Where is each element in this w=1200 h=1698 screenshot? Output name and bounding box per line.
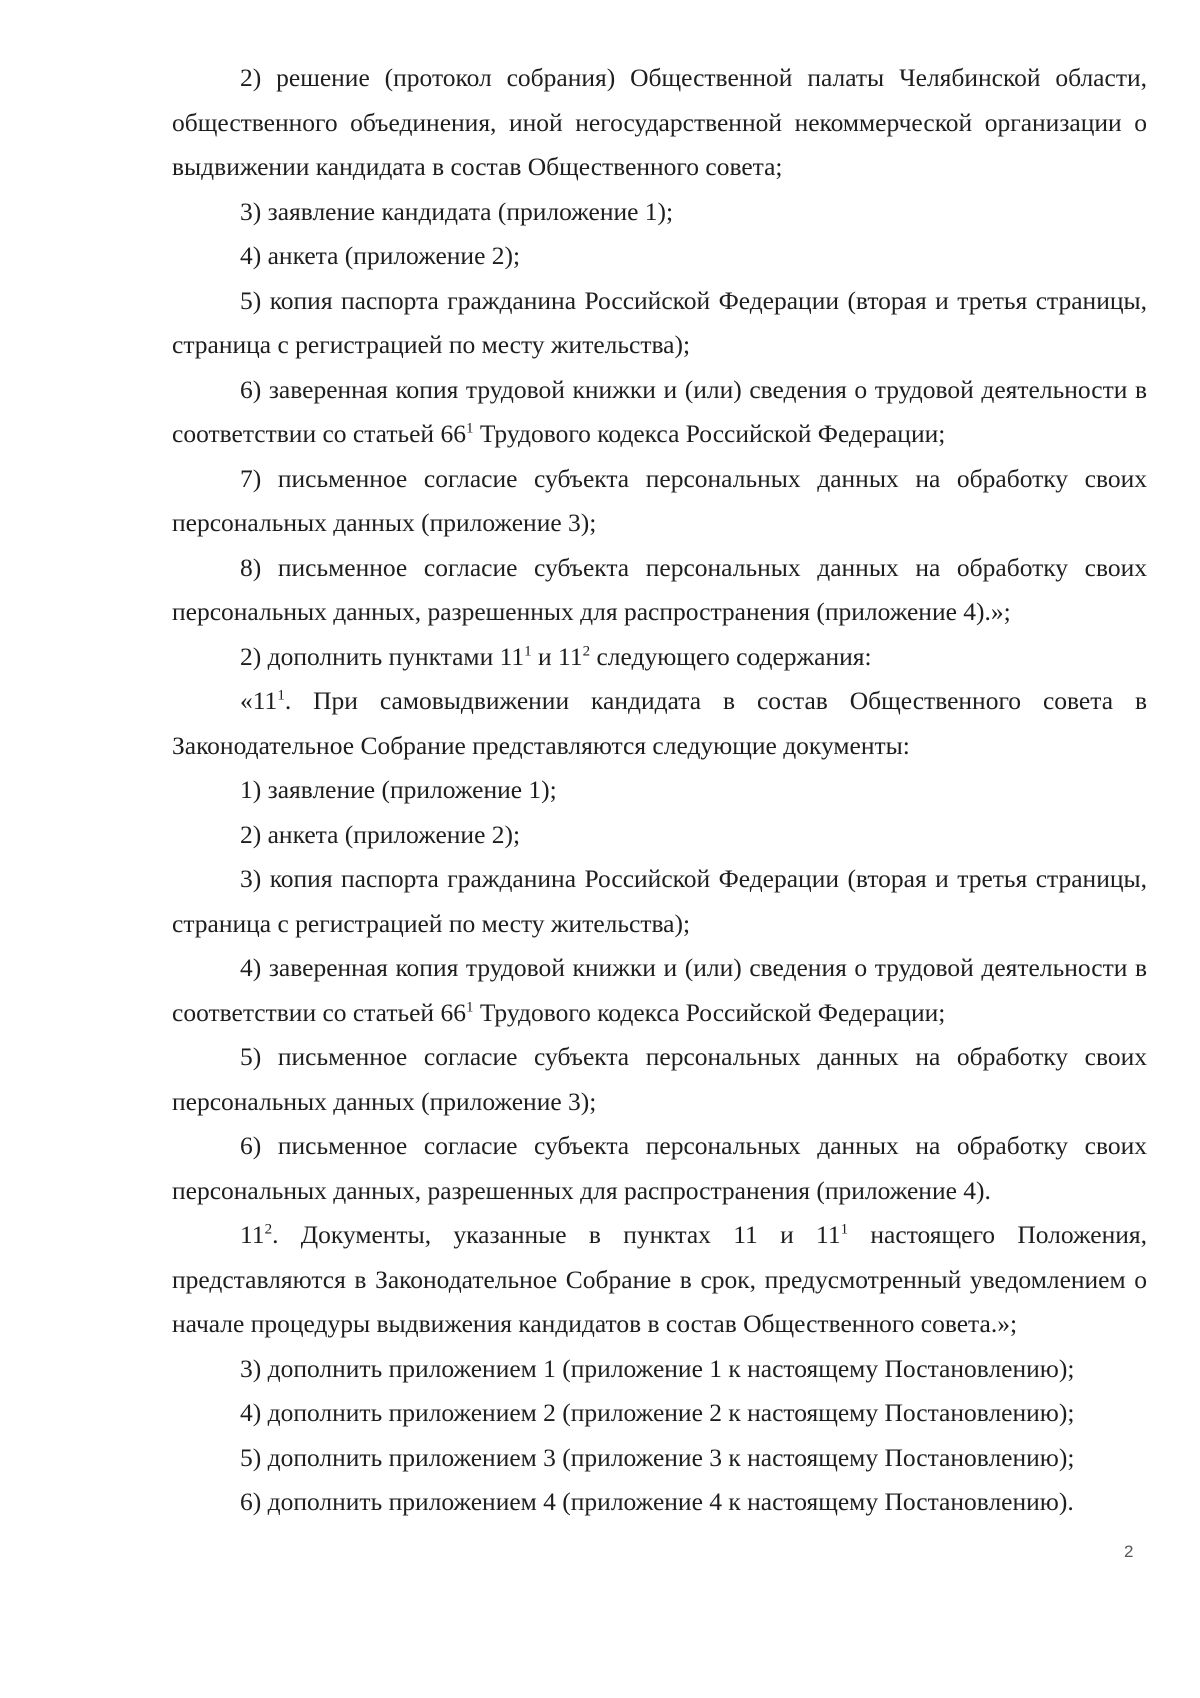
paragraph-amendment-6-appendix-4: 6) дополнить приложением 4 (приложение 4 к настоящему Постановлению).	[240, 1487, 1074, 1516]
text-segment: Трудового кодекса Российской Федерации;	[473, 419, 946, 448]
text-segment: следующего содержания:	[590, 641, 872, 671]
text-segment: Трудового кодекса Российской Федерации;	[473, 997, 946, 1027]
text-segment: и 11	[531, 641, 583, 671]
paragraph-item-5-passport-copy: 5) копия паспорта гражданина Российской Федерации (вторая и третья страницы, страница с регистрацией по месту жительства);	[172, 285, 1147, 359]
text-segment: 4) заверенная копия трудовой книжки и (или) сведения о трудовой деятельности в соответствии со статьей 66	[172, 953, 1147, 1027]
superscript: 1	[277, 687, 285, 704]
text-segment: «11	[240, 686, 278, 715]
paragraph-amendment-5-appendix-3: 5) дополнить приложением 3 (приложение 3 к настоящему Постановлению);	[240, 1442, 1075, 1472]
text-segment: . Документы, указанные в пунктах 11 и 11	[272, 1220, 841, 1249]
superscript: 2	[264, 1221, 273, 1238]
superscript: 1	[465, 420, 474, 437]
paragraph-item-2-decision: 2) решение (протокол собрания) Общественной палаты Челябинской области, общественного объединения, иной негосударственной некоммерческой организации о выдвижении кандидата в состав Общественного совета;	[172, 63, 1147, 181]
paragraph-amendment-3-appendix-1: 3) дополнить приложением 1 (приложение 1 к настоящему Постановлению);	[240, 1353, 1075, 1383]
paragraph-amendment-2-add-points	[172, 635, 1147, 680]
paragraph-sub-1-application: 1) заявление (приложение 1);	[240, 775, 557, 804]
paragraph-sub-5-consent-processing: 5) письменное согласие субъекта персональных данных на обработку своих персональных данных (приложение 3);	[172, 1042, 1147, 1116]
document-body	[172, 56, 1147, 1525]
text-segment: 6) заверенная копия трудовой книжки и (или) сведения о трудовой деятельности в соответствии со статьей 66	[172, 374, 1147, 448]
paragraph-item-4-questionnaire: 4) анкета (приложение 2);	[240, 241, 521, 270]
paragraph-item-8-consent-distribution: 8) письменное согласие субъекта персональных данных на обработку своих персональных данных, разрешенных для распространения (приложение 4).»;	[172, 552, 1147, 626]
paragraph-item-7-consent-processing: 7) письменное согласие субъекта персональных данных на обработку своих персональных данных (приложение 3);	[172, 463, 1147, 537]
paragraph-sub-6-consent-distribution: 6) письменное согласие субъекта персональных данных на обработку своих персональных данных, разрешенных для распространения (приложение 4).	[172, 1131, 1147, 1205]
superscript: 1	[465, 999, 474, 1015]
paragraph-point-11-2-deadline	[172, 1213, 1147, 1347]
paragraph-amendment-4-appendix-2: 4) дополнить приложением 2 (приложение 2 к настоящему Постановлению);	[240, 1398, 1075, 1427]
superscript: 2	[582, 643, 591, 659]
paragraph-sub-4-employment-record	[172, 946, 1147, 1035]
text-segment: . При самовыдвижении кандидата в состав Общественного совета в Законодательное Собрание представляются следующие документы:	[172, 686, 1147, 760]
text-segment: настоящего Положения, представляются в Законодательное Собрание в срок, предусмотренный уведомлением о начале процедуры выдвижения кандидатов в состав Общественного совета.»;	[172, 1220, 1147, 1338]
paragraph-item-3-application: 3) заявление кандидата (приложение 1);	[240, 196, 674, 226]
text-segment: 2) дополнить пунктами 11	[240, 641, 525, 671]
page-number: 2	[1124, 1542, 1134, 1561]
paragraph-item-6-employment-record	[172, 368, 1147, 457]
paragraph-point-11-1-self-nomination	[172, 679, 1147, 768]
paragraph-sub-3-passport-copy: 3) копия паспорта гражданина Российской Федерации (вторая и третья страницы, страница с регистрацией по месту жительства);	[172, 864, 1147, 938]
text-segment: 11	[240, 1220, 265, 1249]
superscript: 1	[840, 1221, 849, 1238]
superscript: 1	[524, 643, 532, 659]
paragraph-sub-2-questionnaire: 2) анкета (приложение 2);	[240, 819, 521, 849]
